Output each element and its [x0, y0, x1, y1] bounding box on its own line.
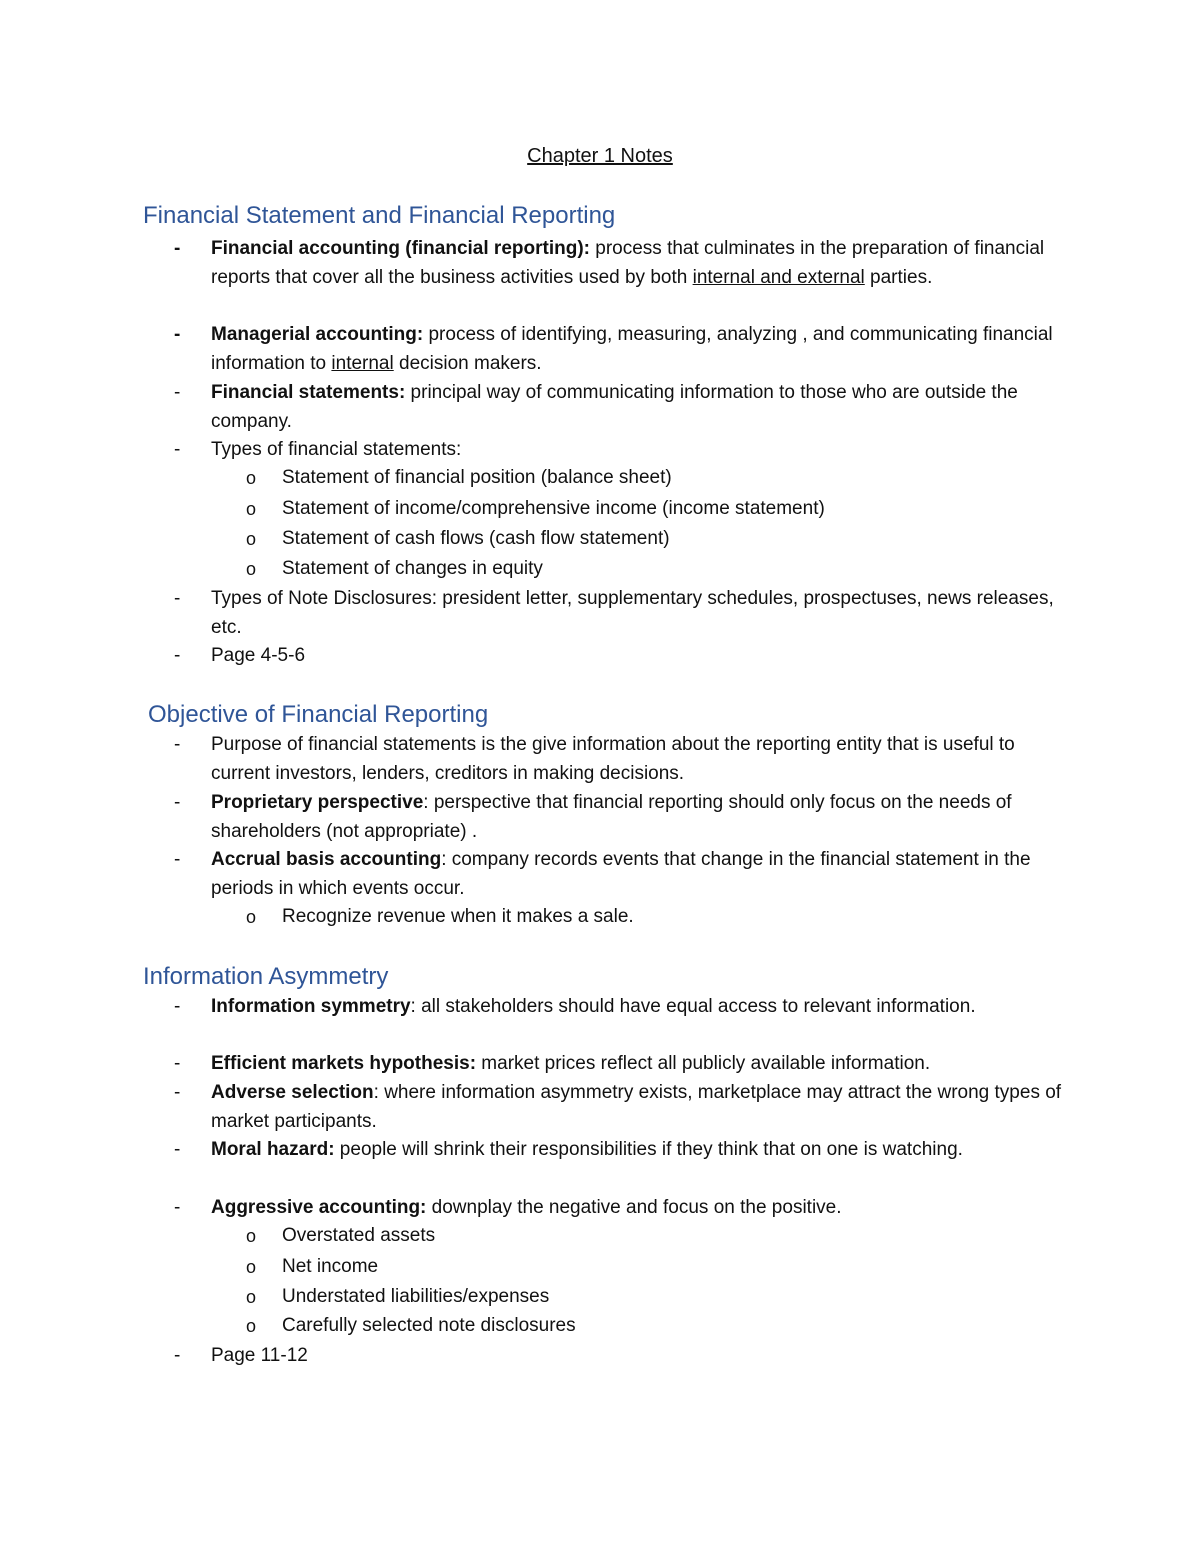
list-item: [174, 320, 1071, 378]
term-label: Managerial accounting:: [211, 324, 424, 345]
sub-list-item: [246, 524, 1082, 554]
sub-list-item: [246, 1221, 1082, 1251]
section-heading-objective: Objective of Financial Reporting: [148, 701, 489, 728]
item-text: market prices reflect all publicly available information.: [476, 1053, 931, 1074]
list-item: [174, 234, 1071, 292]
sub-list-item: [246, 494, 1082, 524]
sub-item-text: Statement of changes in equity: [282, 558, 543, 579]
term-label: Efficient markets hypothesis:: [211, 1053, 477, 1074]
dash-bullet: -: [174, 792, 181, 813]
sub-list-item: [246, 1282, 1082, 1312]
list-item: [174, 992, 1071, 1021]
sub-list-item: [246, 1311, 1082, 1341]
dash-bullet: -: [174, 1082, 181, 1103]
item-text: : where information asymmetry exists, marketplace may attract the wrong types of market participants.: [211, 1082, 1062, 1132]
term-label: Adverse selection: [211, 1082, 374, 1103]
dash-bullet: -: [174, 1197, 181, 1218]
item-text: process of identifying, measuring, analyzing , and communicating financial information to: [211, 324, 1053, 374]
sub-item-text: Net income: [282, 1256, 379, 1277]
dash-bullet: -: [174, 324, 181, 345]
term-label: Accrual basis accounting: [211, 849, 442, 870]
term-label: Financial accounting (financial reporting):: [211, 238, 590, 259]
list-item: [174, 584, 1071, 642]
circle-bullet: o: [246, 907, 257, 927]
dash-bullet: -: [174, 1345, 181, 1366]
circle-bullet: o: [246, 529, 257, 549]
circle-bullet: o: [246, 1287, 257, 1307]
list-item: [174, 845, 1071, 903]
term-label: Aggressive accounting:: [211, 1197, 427, 1218]
term-label: Moral hazard:: [211, 1139, 335, 1160]
dash-bullet: -: [174, 849, 181, 870]
list-item: [174, 1341, 1071, 1370]
term-label: Financial statements:: [211, 382, 406, 403]
list-item: [174, 730, 1071, 788]
document-title: Chapter 1 Notes: [527, 145, 673, 167]
sub-item-text: Statement of income/comprehensive income (income statement): [282, 498, 825, 519]
underlined-text: internal and external: [692, 267, 865, 288]
dash-bullet: -: [174, 734, 181, 755]
term-label: Proprietary perspective: [211, 792, 424, 813]
list-item: [174, 378, 1071, 436]
list-item: [174, 435, 1071, 464]
circle-bullet: o: [246, 559, 257, 579]
item-text: people will shrink their responsibilities if they think that on one is watching.: [334, 1139, 963, 1160]
list-item: [174, 1135, 1071, 1164]
item-text: Purpose of financial statements is the give information about the reporting entity that is useful to current investors, lenders, creditors in making decisions.: [211, 734, 1015, 784]
dash-bullet: -: [174, 1053, 181, 1074]
sub-list-item: [246, 463, 1082, 493]
item-text: parties.: [864, 267, 933, 288]
sub-item-text: Understated liabilities/expenses: [282, 1286, 550, 1307]
underlined-text: internal: [331, 353, 394, 374]
dash-bullet: -: [174, 382, 181, 403]
dash-bullet: -: [174, 1139, 181, 1160]
sub-item-text: Statement of financial position (balance sheet): [282, 467, 672, 488]
item-text: principal way of communicating information to those who are outside the company.: [211, 382, 1018, 432]
item-text: Types of financial statements:: [211, 439, 462, 460]
item-text: Page 11-12: [211, 1345, 308, 1366]
item-text: : company records events that change in the financial statement in the periods in which events occur.: [211, 849, 1031, 899]
dash-bullet: -: [174, 645, 181, 666]
item-text: Page 4-5-6: [211, 645, 306, 666]
list-item: [174, 1193, 1071, 1222]
section-heading-information-asymmetry: Information Asymmetry: [143, 963, 389, 990]
sub-list-item: [246, 1252, 1082, 1282]
circle-bullet: o: [246, 468, 257, 488]
item-text: process that culminates in the preparation of financial reports that cover all the business activities used by both: [211, 238, 1045, 288]
circle-bullet: o: [246, 499, 257, 519]
dash-bullet: -: [174, 588, 181, 609]
item-text: decision makers.: [393, 353, 542, 374]
term-label: Information symmetry: [211, 996, 411, 1017]
sub-item-text: Carefully selected note disclosures: [282, 1315, 576, 1336]
list-item: [174, 788, 1071, 846]
sub-list-item: [246, 554, 1082, 584]
section-heading-financial-statement: Financial Statement and Financial Reporting: [143, 202, 616, 229]
item-text: downplay the negative and focus on the positive.: [426, 1197, 842, 1218]
dash-bullet: -: [174, 996, 181, 1017]
item-text: : all stakeholders should have equal access to relevant information.: [410, 996, 976, 1017]
list-item: [174, 1049, 1071, 1078]
circle-bullet: o: [246, 1316, 257, 1336]
item-text: : perspective that financial reporting should only focus on the needs of shareholders (not appropriate) .: [211, 792, 1012, 842]
list-item: [174, 641, 1071, 670]
item-text: Types of Note Disclosures: president letter, supplementary schedules, prospectuses, news releases, etc.: [211, 588, 1054, 638]
sub-item-text: Recognize revenue when it makes a sale.: [282, 906, 634, 927]
dash-bullet: -: [174, 439, 181, 460]
sub-list-item: [246, 902, 1082, 932]
circle-bullet: o: [246, 1226, 257, 1246]
circle-bullet: o: [246, 1257, 257, 1277]
sub-item-text: Overstated assets: [282, 1225, 436, 1246]
list-item: [174, 1078, 1071, 1136]
sub-item-text: Statement of cash flows (cash flow statement): [282, 528, 670, 549]
dash-bullet: -: [174, 238, 181, 259]
